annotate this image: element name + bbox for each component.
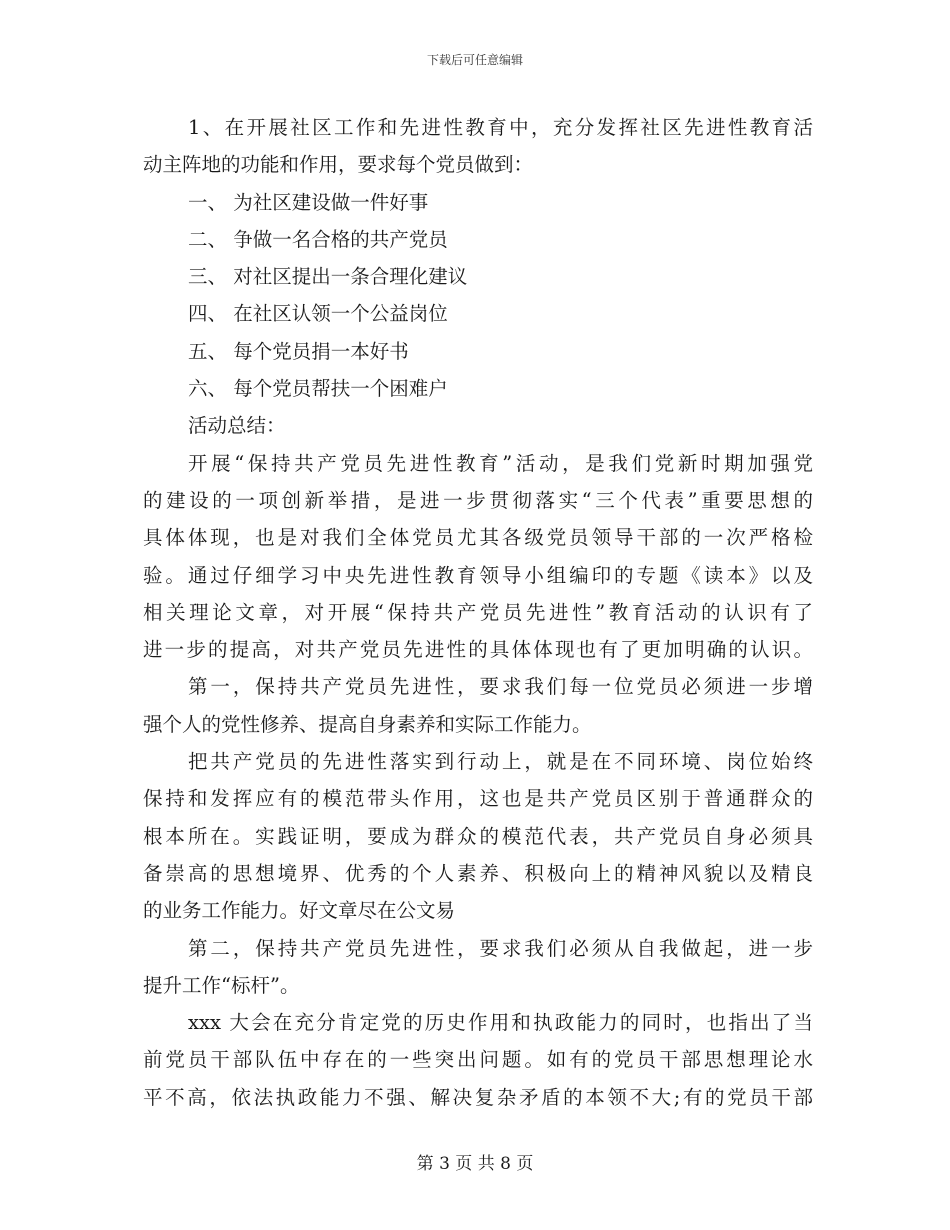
text-line: 进一步的提高，对共产党员先进性的具体体现也有了更加明确的认识。 (143, 638, 813, 662)
text-line: 平不高，依法执政能力不强、解决复杂矛盾的本领不大;有的党员干部 (143, 1085, 813, 1109)
text-line: 五、 每个党员捐一本好书 (188, 339, 409, 363)
text-line: 保持和发挥应有的模范带头作用，这也是共产党员区别于普通群众的 (143, 787, 813, 811)
document-body (143, 109, 813, 1116)
text-line: 验。通过仔细学习中央先进性教育领导小组编印的专题《读本》以及 (143, 563, 813, 587)
text-line: 的业务工作能力。好文章尽在公文易 (143, 899, 456, 923)
text-line: 第一，保持共产党员先进性，要求我们每一位党员必须进一步增 (188, 675, 813, 699)
text-line: 三、 对社区提出一条合理化建议 (188, 265, 468, 289)
text-line: 相关理论文章，对开展“保持共产党员先进性”教育活动的认识有了 (143, 600, 813, 624)
text-line: 根本所在。实践证明，要成为群众的模范代表，共产党员自身必须具 (143, 824, 813, 848)
text-line: 六、 每个党员帮扶一个困难户 (188, 377, 448, 401)
text-line: 备崇高的思想境界、优秀的个人素养、积极向上的精神风貌以及精良 (143, 861, 813, 885)
text-line: xxx 大会在充分肯定党的历史作用和执政能力的同时，也指出了当 (188, 1011, 813, 1035)
text-line: 1、在开展社区工作和先进性教育中，充分发挥社区先进性教育活 (188, 116, 813, 139)
text-line: 开展“保持共产党员先进性教育”活动，是我们党新时期加强党 (188, 451, 813, 475)
text-line: 前党员干部队伍中存在的一些突出问题。如有的党员干部思想理论水 (143, 1048, 813, 1072)
text-line: 动主阵地的功能和作用，要求每个党员做到： (143, 153, 534, 177)
page-number: 第 3 页 共 8 页 (416, 1154, 534, 1174)
text-line: 四、 在社区认领一个公益岗位 (188, 302, 448, 326)
text-line: 二、 争做一名合格的共产党员 (188, 227, 448, 251)
text-line: 活动总结： (188, 414, 286, 438)
text-line: 把共产党员的先进性落实到行动上，就是在不同环境、岗位始终 (188, 750, 813, 774)
text-line: 强个人的党性修养、提高自身素养和实际工作能力。 (143, 712, 592, 736)
text-line: 提升工作“标杆”。 (143, 973, 300, 997)
text-line: 的建设的一项创新举措，是进一步贯彻落实“三个代表”重要思想的 (143, 488, 813, 512)
text-line: 一、 为社区建设做一件好事 (188, 190, 429, 214)
page-header: 下载后可任意编辑 (426, 53, 523, 67)
text-line: 具体体现，也是对我们全体党员尤其各级党员领导干部的一次严格检 (143, 526, 813, 550)
text-line: 第二，保持共产党员先进性，要求我们必须从自我做起，进一步 (188, 936, 813, 960)
